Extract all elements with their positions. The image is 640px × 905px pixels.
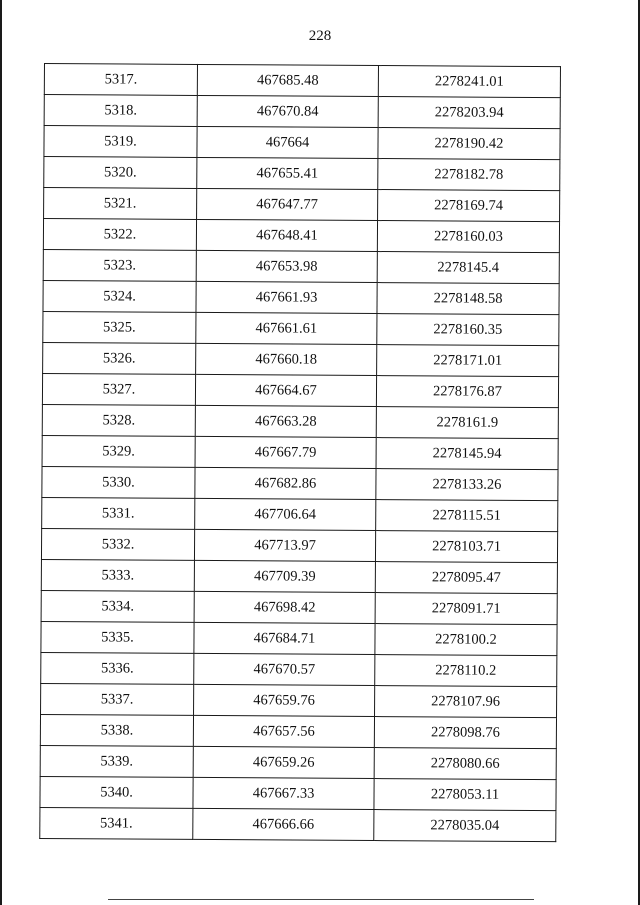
table-row [43,280,559,314]
table-row [42,373,558,407]
table-row [44,157,560,191]
table-row [44,95,560,129]
point-number-cell: 5329. [42,435,195,467]
y-coordinate-cell: 2278203.94 [378,97,560,129]
x-coordinate-cell: 467666.66 [193,808,374,840]
y-coordinate-cell: 2278160.03 [377,221,559,253]
y-coordinate-cell: 2278115.51 [376,500,558,532]
y-coordinate-cell: 2278091.71 [375,593,557,625]
point-number-cell: 5317. [44,64,197,96]
scan-edge-left [0,0,2,905]
x-coordinate-cell: 467706.64 [195,498,376,530]
x-coordinate-cell: 467648.41 [196,219,377,251]
table-row [44,188,560,222]
table-row [42,466,558,500]
table-row [40,714,556,748]
point-number-cell: 5325. [43,311,196,343]
x-coordinate-cell: 467663.28 [195,405,376,437]
x-coordinate-cell: 467713.97 [194,529,375,561]
coordinate-table-body [40,64,561,842]
x-coordinate-cell: 467653.98 [196,250,377,282]
y-coordinate-cell: 2278145.4 [377,252,559,284]
point-number-cell: 5335. [41,621,194,653]
table-row [41,683,557,717]
point-number-cell: 5340. [40,776,193,808]
coordinate-table [39,63,561,842]
point-number-cell: 5322. [43,219,196,251]
y-coordinate-cell: 2278100.2 [375,624,557,656]
table-row [41,621,557,655]
point-number-cell: 5327. [42,373,195,405]
x-coordinate-cell: 467647.77 [197,188,378,220]
x-coordinate-cell: 467698.42 [194,591,375,623]
point-number-cell: 5333. [41,559,194,591]
table-row [43,342,559,376]
point-number-cell: 5330. [42,466,195,498]
x-coordinate-cell: 467661.93 [196,281,377,313]
y-coordinate-cell: 2278035.04 [374,810,556,842]
x-coordinate-cell: 467664.67 [195,374,376,406]
y-coordinate-cell: 2278107.96 [375,686,557,718]
x-coordinate-cell: 467659.76 [194,684,375,716]
point-number-cell: 5324. [43,280,196,312]
x-coordinate-cell: 467684.71 [194,622,375,654]
y-coordinate-cell: 2278169.74 [378,190,560,222]
point-number-cell: 5323. [43,249,196,281]
x-coordinate-cell: 467667.33 [193,777,374,809]
point-number-cell: 5320. [44,157,197,189]
x-coordinate-cell: 467685.48 [197,64,378,96]
y-coordinate-cell: 2278190.42 [378,128,560,160]
point-number-cell: 5328. [42,404,195,436]
point-number-cell: 5336. [41,652,194,684]
y-coordinate-cell: 2278103.71 [375,531,557,563]
table-row [42,497,558,531]
table-row [43,311,559,345]
point-number-cell: 5331. [42,497,195,529]
x-coordinate-cell: 467659.26 [193,746,374,778]
y-coordinate-cell: 2278171.01 [377,345,559,377]
coordinate-table-wrapper [39,63,557,842]
x-coordinate-cell: 467667.79 [195,436,376,468]
table-row [41,559,557,593]
table-row [44,126,560,160]
bottom-rule [108,899,534,900]
point-number-cell: 5337. [41,683,194,715]
table-row [41,590,557,624]
y-coordinate-cell: 2278161.9 [376,407,558,439]
x-coordinate-cell: 467670.84 [197,95,378,127]
y-coordinate-cell: 2278110.2 [375,655,557,687]
y-coordinate-cell: 2278098.76 [374,717,556,749]
point-number-cell: 5321. [44,188,197,220]
x-coordinate-cell: 467664 [197,126,378,158]
y-coordinate-cell: 2278095.47 [375,562,557,594]
y-coordinate-cell: 2278241.01 [378,66,560,98]
point-number-cell: 5326. [43,342,196,374]
y-coordinate-cell: 2278182.78 [378,159,560,191]
table-row [40,807,556,841]
point-number-cell: 5318. [44,95,197,127]
table-row [40,745,556,779]
point-number-cell: 5334. [41,590,194,622]
point-number-cell: 5332. [41,528,194,560]
y-coordinate-cell: 2278133.26 [376,469,558,501]
table-row [41,528,557,562]
table-row [40,776,556,810]
x-coordinate-cell: 467657.56 [193,715,374,747]
y-coordinate-cell: 2278160.35 [377,314,559,346]
y-coordinate-cell: 2278176.87 [376,376,558,408]
x-coordinate-cell: 467670.57 [194,653,375,685]
point-number-cell: 5341. [40,807,193,839]
point-number-cell: 5339. [40,745,193,777]
page-number: 228 [308,28,332,44]
table-row [43,219,559,253]
x-coordinate-cell: 467682.86 [195,467,376,499]
y-coordinate-cell: 2278080.66 [374,748,556,780]
point-number-cell: 5319. [44,126,197,158]
table-row [42,435,558,469]
table-row [42,404,558,438]
y-coordinate-cell: 2278145.94 [376,438,558,470]
table-row [43,249,559,283]
table-row [44,64,560,98]
y-coordinate-cell: 2278053.11 [374,779,556,811]
y-coordinate-cell: 2278148.58 [377,283,559,315]
x-coordinate-cell: 467660.18 [196,343,377,375]
x-coordinate-cell: 467709.39 [194,560,375,592]
table-row [41,652,557,686]
x-coordinate-cell: 467655.41 [197,157,378,189]
point-number-cell: 5338. [40,714,193,746]
x-coordinate-cell: 467661.61 [196,312,377,344]
